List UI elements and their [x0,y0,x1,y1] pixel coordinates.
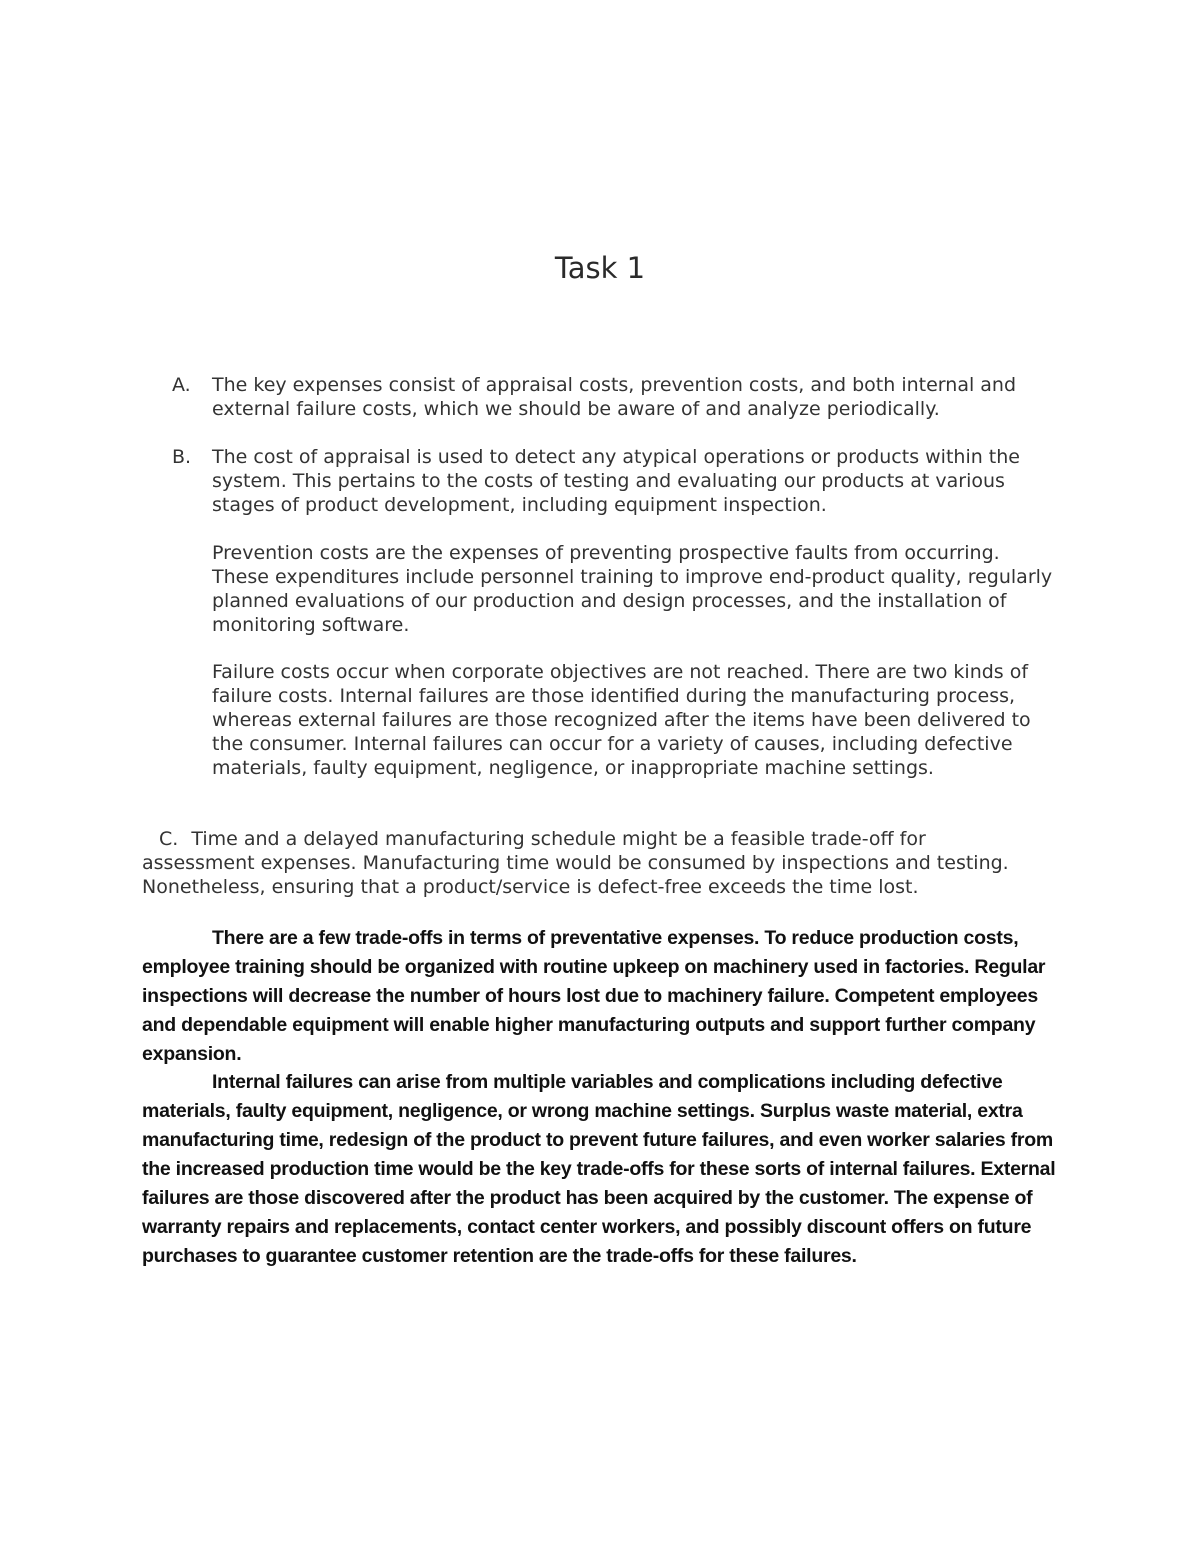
prevention-costs-paragraph: Prevention costs are the expenses of preventing prospective faults from occurring. These expenditures include personnel training to improve end-product quality, regularly planned evaluations of our production and design processes, and the installation of monitoring software. [212,542,1053,636]
list-text-c: Time and a delayed manufacturing schedule might be a feasible trade-off for assessment expenses. Manufacturing time would be consumed by inspections and testing. Nonetheless, ensuring that a product/service is defect-free exceeds the time lost. [142,828,1009,898]
list-marker-b: B. [172,446,192,468]
list-item-c [142,827,1042,899]
failure-costs-paragraph: Failure costs occur when corporate objectives are not reached. There are two kinds of failure costs. Internal failures are those identified during the manufacturing process, whereas external failures are those recognized after the items have been delivered to the consumer. Internal failures can occur for a variety of causes, including defective materials, faulty equipment, negligence, or inappropriate machine settings. [212,661,1031,779]
list-marker-a: A. [172,374,191,396]
list-text-a: The key expenses consist of appraisal costs, prevention costs, and both internal and external failure costs, which we should be aware of and analyze periodically. [212,374,1017,420]
failure-tradeoffs-paragraph: Internal failures can arise from multiple variables and complications including defective materials, faulty equipment, negligence, or wrong machine settings. Surplus waste material, extra manufacturing time, redesign of the product to prevent future failures, and even worker salaries from the increased production time would be the key trade-offs for these sorts of internal failures. External failures are those discovered after the product has been acquired by the customer. The expense of warranty repairs and replacements, contact center workers, and possibly discount offers on future purchases to guarantee customer retention are the trade-offs for these failures. [142,1071,1056,1267]
document-title: Task 1 [554,251,646,285]
list-marker-c: C. [159,828,179,850]
preventative-tradeoffs-paragraph: There are a few trade-offs in terms of preventative expenses. To reduce production costs, employee training should be organized with routine upkeep on machinery used in factories. Regular inspections will decrease the number of hours lost due to machinery failure. Competent employees and dependable equipment will enable higher manufacturing outputs and support further company expansion. [142,927,1046,1065]
list-text-b: The cost of appraisal is used to detect any atypical operations or products within the system. This pertains to the costs of testing and evaluating our products at various stages of product development, including equipment inspection. [212,446,1020,516]
